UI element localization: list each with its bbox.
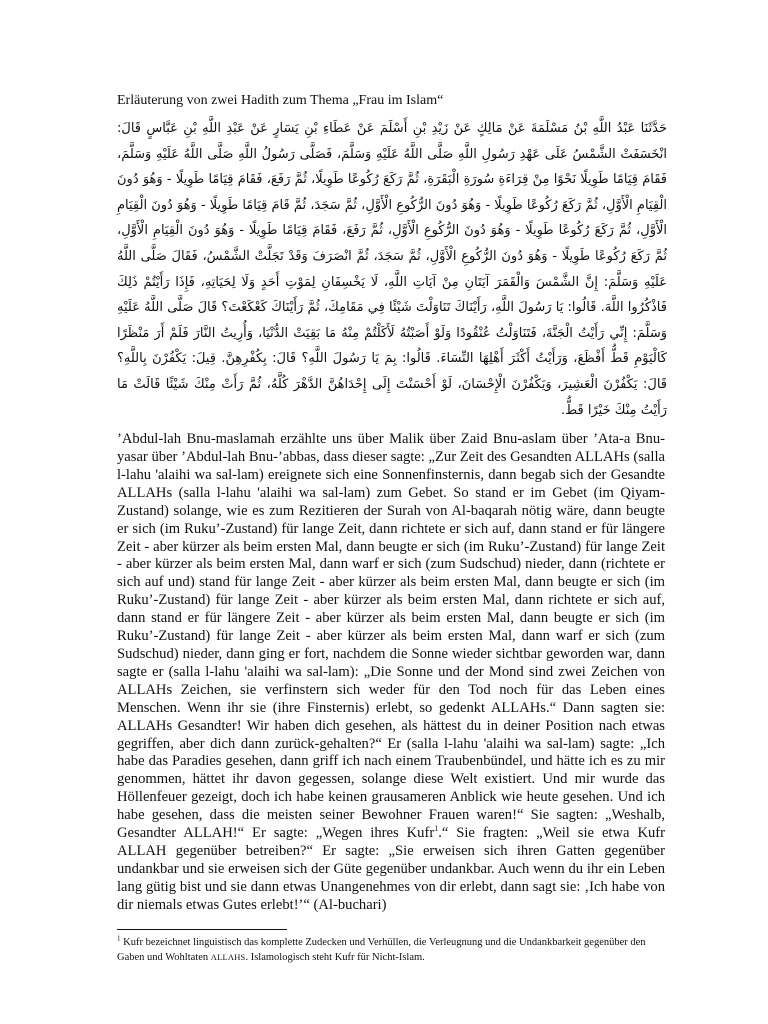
footnote-reference[interactable]: 1: [434, 824, 439, 834]
document-page: [117, 92, 667, 965]
document-title: Erläuterung von zwei Hadith zum Thema „Frau im Islam“: [117, 93, 444, 108]
footnote-text-part-1: Kufr bezeichnet linguistisch das komplette Zudecken und Verhüllen, die Verleugnung und die Undankbarkeit gegenüber den Gaben und Wohltaten: [117, 936, 646, 963]
footnote-allahs-smallcaps: ALLAHS: [210, 951, 246, 962]
footnote-divider: [117, 929, 287, 930]
translation-text-part-2: .“ Sie fragten: „Weil sie etwa Kufr ALLAH gegenüber betreiben?“ Er sagte: „Sie erweisen sich ihren Gatten gegenüber undankbar und sie erweisen sich der Güte gegenüber undankbar. Auch wenn du ihr ein Leben lang gütig bist und sie dann etwas Unangenehmes von dir erlebt, dann sagt sie: ‚Ich habe von dir niemals etwas Gutes erlebt!’“ (Al-buchari): [117, 825, 665, 913]
arabic-hadith-text: حَدَّثَنَا عَبْدُ اللَّهِ بْنُ مَسْلَمَةَ عَنْ مَالِكٍ عَنْ زَيْدِ بْنِ أَسْلَمَ عَنْ عَطَاءِ بْنِ يَسَارٍ عَنْ عَبْدِ اللَّهِ بْنِ عَبَّاسٍ قَالَ: انْخَسَفَتْ الشَّمْسُ عَلَى عَهْدِ رَسُولِ اللَّهِ صَلَّى اللَّهُ عَلَيْهِ وَسَلَّمَ، فَصَلَّى رَسُولُ اللَّهِ صَلَّى اللَّهُ عَلَيْهِ وَسَلَّمَ، فَقَامَ قِيَامًا طَوِيلًا نَحْوًا مِنْ قِرَاءَةِ سُورَةِ الْبَقَرَةِ، ثُمَّ رَكَعَ رُكُوعًا طَوِيلًا، ثُمَّ رَفَعَ، فَقَامَ قِيَامًا طَوِيلًا - وَهُوَ دُونَ الْقِيَامِ الْأَوَّلِ، ثُمَّ رَكَعَ رُكُوعًا طَوِيلًا - وَهُوَ دُونَ الرُّكُوعِ الْأَوَّلِ، ثُمَّ سَجَدَ، ثُمَّ قَامَ قِيَامًا طَوِيلًا - وَهُوَ دُونَ الْقِيَامِ الْأَوَّلِ، ثُمَّ رَكَعَ رُكُوعًا طَوِيلًا - وَهُوَ دُونَ الرُّكُوعِ الْأَوَّلِ، ثُمَّ رَفَعَ، فَقَامَ قِيَامًا طَوِيلًا - وَهُوَ دُونَ الْقِيَامِ الْأَوَّلِ، ثُمَّ رَكَعَ رُكُوعًا طَوِيلًا - وَهُوَ دُونَ الرُّكُوعِ الْأَوَّلِ، ثُمَّ سَجَدَ، ثُمَّ انْصَرَفَ وَقَدْ تَجَلَّتْ الشَّمْسُ، فَقَالَ صَلَّى اللَّهُ عَلَيْهِ وَسَلَّمَ: إِنَّ الشَّمْسَ وَالْقَمَرَ آيَتَانِ مِنْ آيَاتِ اللَّهِ، لَا يَخْسِفَانِ لِمَوْتِ أَحَدٍ وَلَا لِحَيَاتِهِ، فَإِذَا رَأَيْتُمْ ذَلِكَ فَاذْكُرُوا اللَّهَ. قَالُوا: يَا رَسُولَ اللَّهِ، رَأَيْنَاكَ تَنَاوَلْتَ شَيْئًا فِي مَقَامِكَ، ثُمَّ رَأَيْنَاكَ كَعْكَعْتَ؟ قَالَ صَلَّى اللَّهُ عَلَيْهِ وَسَلَّمَ: إِنِّي رَأَيْتُ الْجَنَّةَ، فَتَنَاوَلْتُ عُنْقُودًا وَلَوْ أَصَبْتُهُ لَأَكَلْتُمْ مِنْهُ مَا بَقِيَتْ الدُّنْيَا، وَأُرِيتُ النَّارَ فَلَمْ أَرَ مَنْظَرًا كَالْيَوْمِ قَطُّ أَفْظَعَ، وَرَأَيْتُ أَكْثَرَ أَهْلِهَا النِّسَاءَ. قَالُوا: بِمَ يَا رَسُولَ اللَّهِ؟ قَالَ: بِكُفْرِهِنَّ. قِيلَ: يَكْفُرْنَ بِاللَّهِ؟ قَالَ: يَكْفُرْنَ الْعَشِيرَ، وَيَكْفُرْنَ الْإِحْسَانَ، لَوْ أَحْسَنْتَ إِلَى إِحْدَاهُنَّ الدَّهْرَ كُلَّهُ، ثُمَّ رَأَتْ مِنْكَ شَيْئًا قَالَتْ مَا رَأَيْتُ مِنْكَ خَيْرًا قَطُّ.: [117, 121, 667, 418]
translation-text-part-1: ’Abdul-lah Bnu-maslamah erzählte uns über Malik über Zaid Bnu-aslam über ’Ata-a Bnu-yasar über ’Abdul-lah Bnu-’abbas, dass dieser sagte: „Zur Zeit des Gesandten ALLAHs (salla l-lahu 'alaihi wa sal-lam) ereignete sich eine Sonnenfinsternis, dann begab sich der Gesandte ALLAHs (salla l-lahu 'alaihi wa sal-lam) zum Gebet. So stand er im Gebet (im Qiyam-Zustand) solange, wie es zum Rezitieren der Surah von Al-baqarah nötig wäre, dann beugte er sich (im Ruku’-Zustand) für lange Zeit, dann richtete er sich auf, dann stand er für längere Zeit - aber kürzer als beim ersten Mal, dann beugte er sich (im Ruku’-Zustand) für lange Zeit - aber kürzer als beim ersten Mal, dann warf er sich (zum Sudschud) nieder, dann (richtete er sich auf und) stand für lange Zeit - aber kürzer als beim ersten Mal, dann beugte er sich (im Ruku’-Zustand) für lange Zeit - aber kürzer als beim ersten Mal, dann richtete er sich auf, dann stand er für längere Zeit - aber kürzer als beim ersten Mal, dann beugte er sich (im Ruku’-Zustand) für lange Zeit - aber kürzer als beim ersten Mal, dann warf er sich (zum Sudschud) nieder, dann ging er fort, nachdem die Sonne wieder sichtbar geworden war, dann sagte er (salla l-lahu 'alaihi wa sal-lam): „Die Sonne und der Mond sind zwei Zeichen von ALLAHs Zeichen, sie verfinstern sich weder für den Tod noch für das Leben eines Menschen. Wenn ihr sie (ihre Finsternis) erlebt, so gedenkt ALLAHs.“ Dann sagten sie: ALLAHs Gesandter! Wir haben dich gesehen, als hättest du in deiner Position nach etwas gegriffen, aber dich dann zurück-gehalten?“ Er (salla l-lahu 'alaihi wa sal-lam) sagte: „Ich habe das Paradies gesehen, dann griff ich nach einem Traubenbündel, und hätte ich es zu mir genommen, hättet ihr davon gegessen, solange diese Welt existiert. Und mir wurde das Höllenfeuer gezeigt, doch ich habe keinen grausameren Anblick wie heute gesehen. Und ich habe gesehen, dass die meisten seiner Bewohner Frauen waren!“ Sie sagten: „Weshalb, Gesandter ALLAH!“ Er sagte: „Wegen ihres Kufr: [117, 431, 665, 842]
footnote: [117, 936, 667, 965]
footnote-marker: 1: [117, 934, 121, 943]
german-translation: [117, 431, 667, 914]
footnote-text-part-2: . Islamologisch steht Kufr für Nicht-Islam.: [245, 951, 425, 963]
